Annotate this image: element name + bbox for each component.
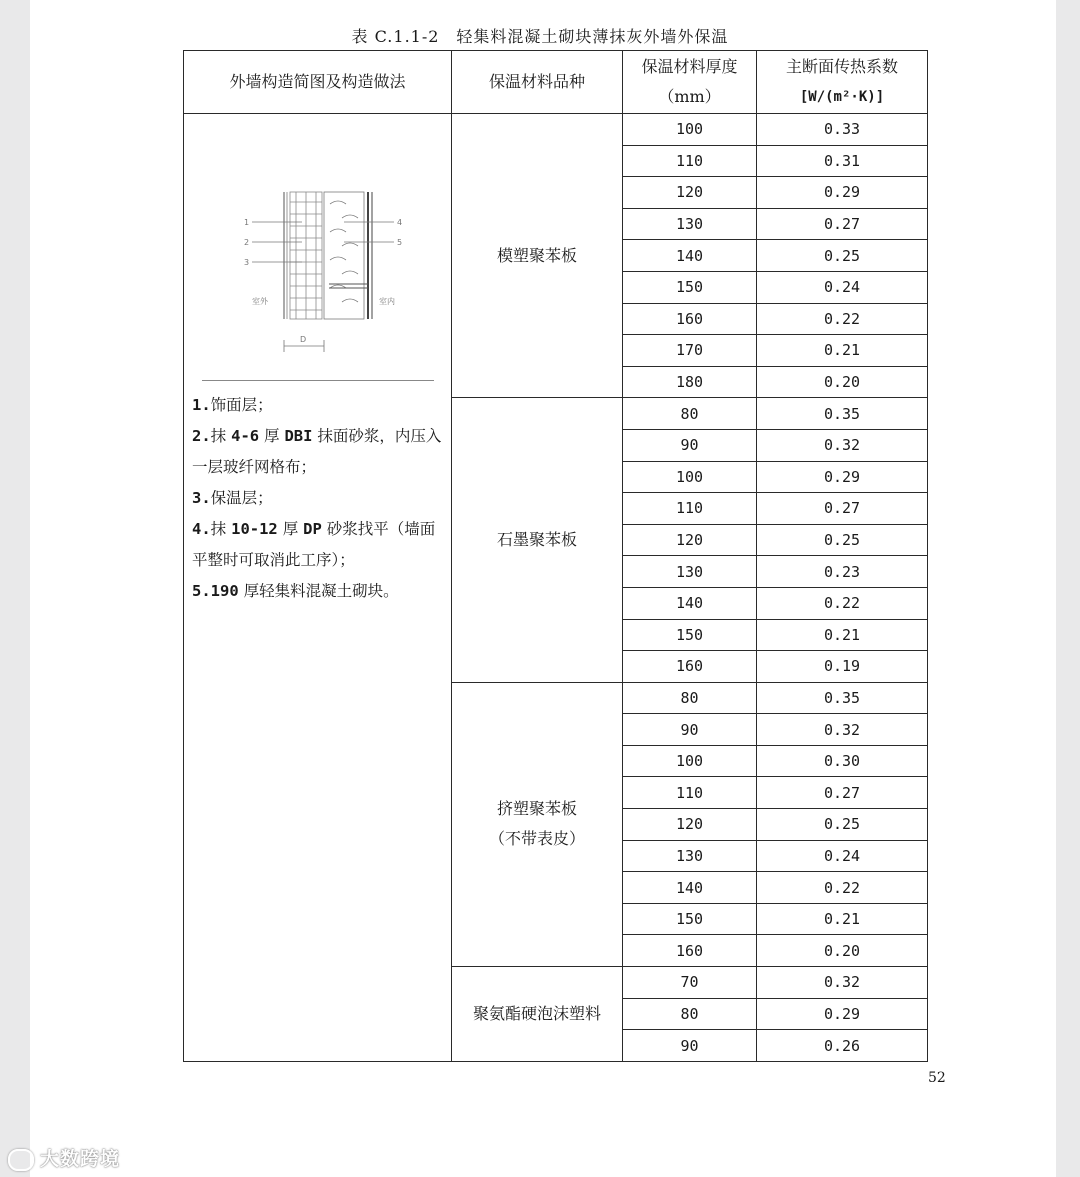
coefficient-cell: 0.27	[757, 208, 928, 240]
coefficient-cell: 0.23	[757, 556, 928, 588]
material-note: （不带表皮）	[488, 829, 585, 849]
coefficient-cell: 0.21	[757, 619, 928, 651]
coefficient-cell: 0.19	[757, 651, 928, 683]
thickness-cell: 100	[623, 461, 757, 493]
coefficient-cell: 0.26	[757, 1030, 928, 1062]
thickness-cell: 120	[623, 809, 757, 841]
watermark-logo: 大数跨境	[8, 1144, 120, 1171]
coefficient-cell: 0.24	[757, 840, 928, 872]
table-body	[184, 114, 928, 1062]
coefficient-cell: 0.32	[757, 429, 928, 461]
thickness-cell: 100	[623, 114, 757, 146]
thickness-cell: 110	[623, 145, 757, 177]
thickness-cell: 80	[623, 682, 757, 714]
material-cell	[452, 967, 623, 1062]
coefficient-cell: 0.25	[757, 809, 928, 841]
coefficient-cell: 0.35	[757, 398, 928, 430]
thickness-cell: 90	[623, 714, 757, 746]
coefficient-cell: 0.29	[757, 998, 928, 1030]
header-thickness	[623, 51, 757, 114]
coefficient-cell: 0.31	[757, 145, 928, 177]
thickness-cell: 160	[623, 651, 757, 683]
step-3: 3.保温层；	[192, 489, 273, 507]
table-caption: 表 C.1.1-2 轻集料混凝土砌块薄抹灰外墙外保温	[351, 27, 729, 46]
material-cell	[452, 682, 623, 966]
dimension-label: D	[300, 335, 307, 344]
thickness-cell: 90	[623, 429, 757, 461]
coefficient-cell: 0.20	[757, 935, 928, 967]
step-4: 4.抹 10-12 厚 DP 砂浆找平（墙面平整时可取消此工序）；	[192, 520, 436, 569]
page-number: 52	[928, 1070, 946, 1086]
material-name: 挤塑聚苯板	[496, 799, 577, 819]
coefficient-cell: 0.25	[757, 524, 928, 556]
coefficient-cell: 0.27	[757, 493, 928, 525]
thickness-cell: 170	[623, 335, 757, 367]
coefficient-cell: 0.32	[757, 714, 928, 746]
callout-4: 4	[397, 218, 403, 227]
construction-steps	[184, 384, 451, 607]
thickness-cell: 150	[623, 271, 757, 303]
thickness-cell: 90	[623, 1030, 757, 1062]
material-name: 模塑聚苯板	[496, 245, 577, 265]
insulation-table	[183, 50, 928, 1062]
table-row	[184, 114, 928, 146]
wall-section-svg	[184, 114, 452, 374]
thickness-cell: 120	[623, 177, 757, 209]
header-material: 保温材料品种	[452, 51, 623, 114]
thickness-cell: 110	[623, 777, 757, 809]
coefficient-cell: 0.21	[757, 903, 928, 935]
coefficient-cell: 0.25	[757, 240, 928, 272]
header-thickness-title: 保温材料厚度	[641, 57, 738, 76]
coefficient-cell: 0.21	[757, 335, 928, 367]
thickness-cell: 140	[623, 240, 757, 272]
thickness-cell: 160	[623, 935, 757, 967]
step-1: 1.饰面层；	[192, 396, 273, 414]
thickness-cell: 70	[623, 967, 757, 999]
header-row	[184, 51, 928, 114]
coefficient-cell: 0.29	[757, 461, 928, 493]
header-construction: 外墙构造简图及构造做法	[184, 51, 452, 114]
diagram-divider	[202, 380, 434, 381]
label-outside: 室外	[252, 297, 268, 306]
thickness-cell: 100	[623, 745, 757, 777]
coefficient-cell: 0.20	[757, 366, 928, 398]
thickness-cell: 180	[623, 366, 757, 398]
callout-5: 5	[397, 238, 403, 247]
header-coefficient-unit: [W/(m²·K)]	[799, 89, 885, 105]
callout-3: 3	[244, 258, 250, 267]
thickness-cell: 120	[623, 524, 757, 556]
coefficient-cell: 0.29	[757, 177, 928, 209]
thickness-cell: 140	[623, 587, 757, 619]
header-thickness-unit: （mm）	[658, 87, 721, 106]
step-2: 2.抹 4-6 厚 DBI 抹面砂浆，内压入一层玻纤网格布；	[192, 427, 442, 476]
callout-2: 2	[244, 238, 250, 247]
coefficient-cell: 0.27	[757, 777, 928, 809]
coefficient-cell: 0.22	[757, 587, 928, 619]
thickness-cell: 150	[623, 903, 757, 935]
material-name: 石墨聚苯板	[496, 530, 577, 550]
thickness-cell: 80	[623, 998, 757, 1030]
callout-1: 1	[244, 218, 250, 227]
header-coefficient	[757, 51, 928, 114]
thickness-cell: 130	[623, 556, 757, 588]
coefficient-cell: 0.33	[757, 114, 928, 146]
coefficient-cell: 0.35	[757, 682, 928, 714]
header-coefficient-title: 主断面传热系数	[785, 57, 898, 76]
watermark-icon	[8, 1149, 34, 1171]
step-5: 5.190 厚轻集料混凝土砌块。	[192, 582, 399, 600]
thickness-cell: 160	[623, 303, 757, 335]
thickness-cell: 140	[623, 872, 757, 904]
label-inside: 室内	[379, 297, 395, 306]
thickness-cell: 80	[623, 398, 757, 430]
material-cell	[452, 398, 623, 682]
thickness-cell: 110	[623, 493, 757, 525]
thickness-cell: 130	[623, 840, 757, 872]
coefficient-cell: 0.22	[757, 872, 928, 904]
coefficient-cell: 0.30	[757, 745, 928, 777]
coefficient-cell: 0.22	[757, 303, 928, 335]
wall-section-diagram	[184, 114, 452, 384]
construction-cell	[184, 114, 452, 1062]
material-name: 聚氨酯硬泡沫塑料	[472, 1003, 601, 1023]
coefficient-cell: 0.32	[757, 967, 928, 999]
coefficient-cell: 0.24	[757, 271, 928, 303]
thickness-cell: 150	[623, 619, 757, 651]
thickness-cell: 130	[623, 208, 757, 240]
material-cell	[452, 114, 623, 398]
